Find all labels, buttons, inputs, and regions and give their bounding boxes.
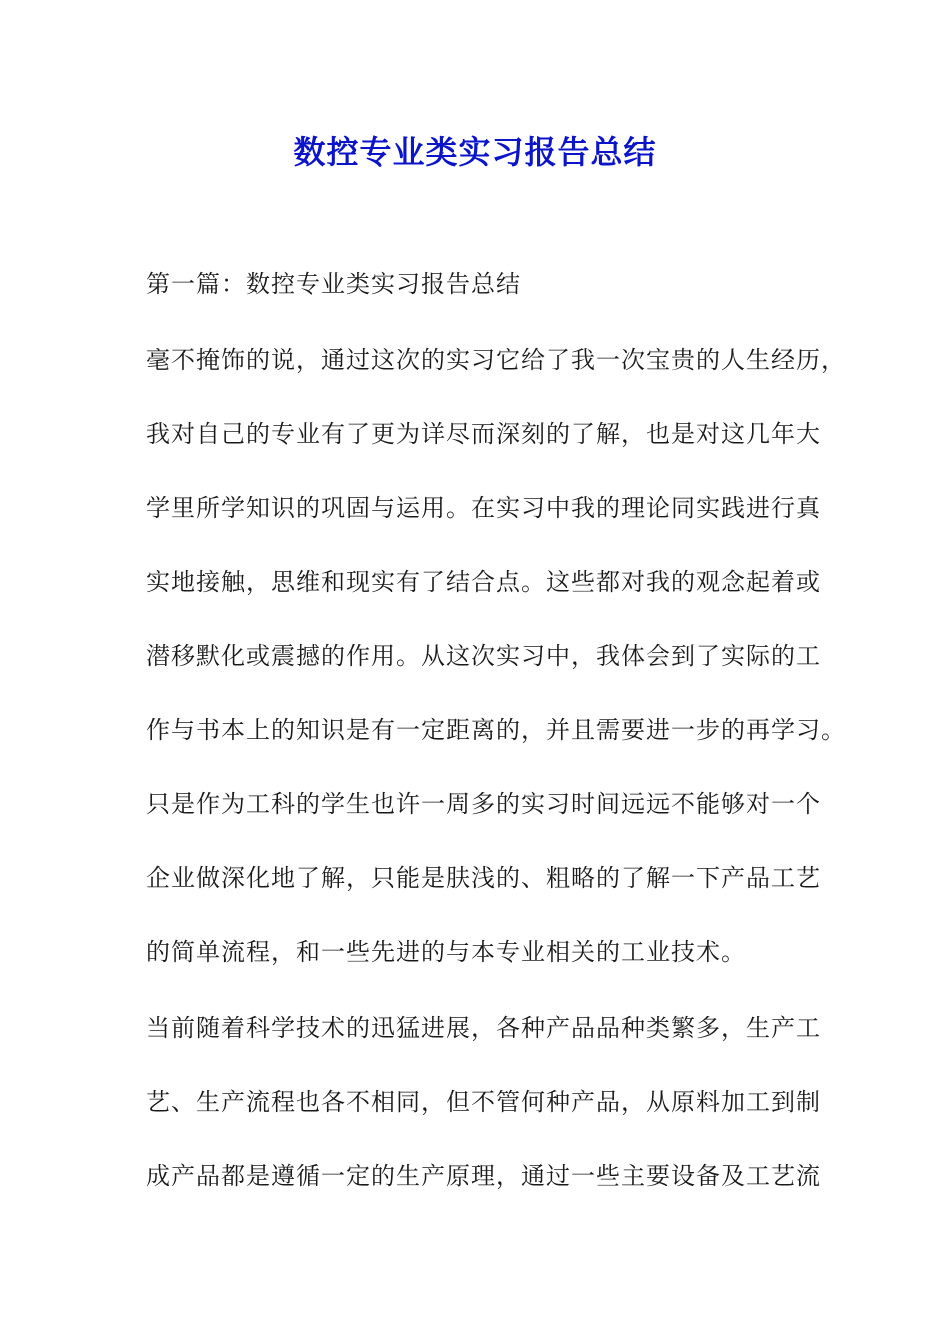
paragraph-line-11: 艺、生产流程也各不相同，但不管何种产品，从原料加工到制 (146, 1088, 821, 1116)
paragraph-line-1: 毫不掩饰的说，通过这次的实习它给了我一次宝贵的人生经历， (146, 346, 846, 374)
paragraph-line-6: 作与书本上的知识是有一定距离的，并且需要进一步的再学习。 (146, 716, 846, 744)
section-heading: 第一篇：数控专业类实习报告总结 (146, 270, 521, 298)
paragraph-line-9: 的简单流程，和一些先进的与本专业相关的工业技术。 (146, 938, 746, 966)
paragraph-line-10: 当前随着科学技术的迅猛进展，各种产品品种类繁多，生产工 (146, 1014, 821, 1042)
paragraph-line-2: 我对自己的专业有了更为详尽而深刻的了解，也是对这几年大 (146, 420, 821, 448)
document-title: 数控专业类实习报告总结 (293, 133, 657, 171)
paragraph-line-5: 潜移默化或震撼的作用。从这次实习中，我体会到了实际的工 (146, 642, 821, 670)
paragraph-line-8: 企业做深化地了解，只能是肤浅的、粗略的了解一下产品工艺 (146, 864, 821, 892)
paragraph-line-3: 学里所学知识的巩固与运用。在实习中我的理论同实践进行真 (146, 494, 821, 522)
paragraph-line-4: 实地接触，思维和现实有了结合点。这些都对我的观念起着或 (146, 568, 821, 596)
paragraph-line-7: 只是作为工科的学生也许一周多的实习时间远远不能够对一个 (146, 790, 821, 818)
paragraph-line-12: 成产品都是遵循一定的生产原理，通过一些主要设备及工艺流 (146, 1162, 821, 1190)
